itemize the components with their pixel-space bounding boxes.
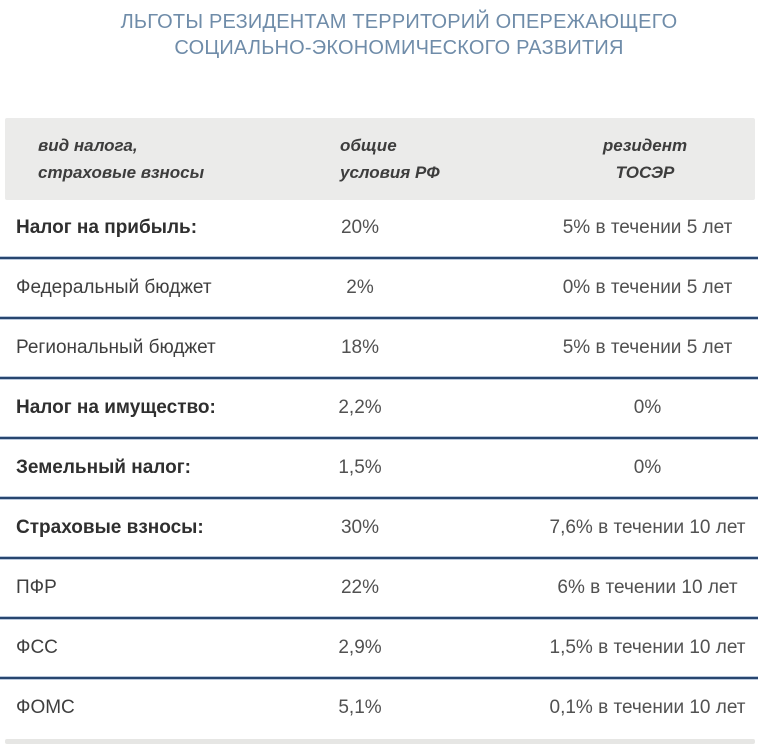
resident-rate-value: 1,5% в течении 10 лет <box>549 637 746 658</box>
general-rate-value: 2,2% <box>338 397 382 418</box>
general-rate-value: 5,1% <box>338 697 382 718</box>
table-row <box>0 440 760 496</box>
page-title <box>40 9 758 61</box>
row-label: ФСС <box>16 637 58 658</box>
row-label: Страховые взносы: <box>16 517 204 538</box>
column-header-general-line2: условия РФ <box>340 163 440 182</box>
resident-rate-value: 7,6% в течении 10 лет <box>549 517 746 538</box>
resident-rate-value: 5% в течении 5 лет <box>562 337 733 358</box>
general-rate-value: 22% <box>340 577 380 598</box>
table-row <box>0 500 760 556</box>
resident-rate-value: 5% в течении 5 лет <box>562 217 733 238</box>
general-rate-value: 30% <box>340 517 380 538</box>
resident-rate-value: 0,1% в течении 10 лет <box>549 697 746 718</box>
row-label: ФОМС <box>16 697 75 718</box>
table-row <box>0 620 760 676</box>
resident-rate-value: 0% в течении 5 лет <box>562 277 733 298</box>
column-header-general-rf <box>280 132 440 186</box>
resident-rate-value: 0% <box>633 457 662 478</box>
general-rate-value: 2% <box>346 277 374 298</box>
table-body <box>0 200 760 736</box>
table-row <box>0 200 760 256</box>
row-label: Федеральный бюджет <box>16 277 212 298</box>
table-row <box>0 380 760 436</box>
row-label: Региональный бюджет <box>16 337 216 358</box>
column-header-resident-line1: резидент <box>602 136 688 155</box>
resident-rate-value: 0% <box>633 397 662 418</box>
resident-rate-value: 6% в течении 10 лет <box>557 577 738 598</box>
column-header-resident-toser <box>440 132 755 186</box>
table-row <box>0 560 760 616</box>
table-row <box>0 680 760 736</box>
general-rate-value: 20% <box>340 217 380 238</box>
general-rate-value: 1,5% <box>338 457 382 478</box>
column-header-tax-type-line1: вид налога, <box>38 136 138 155</box>
row-label: ПФР <box>16 577 57 598</box>
general-rate-value: 2,9% <box>338 637 382 658</box>
table-row <box>0 260 760 316</box>
table-header <box>5 118 755 200</box>
page-title-line2: СОЦИАЛЬНО-ЭКОНОМИЧЕСКОГО РАЗВИТИЯ <box>174 37 624 59</box>
bottom-divider-bar <box>5 739 755 744</box>
column-header-tax-type <box>5 132 280 186</box>
column-header-resident-line2: ТОСЭР <box>615 163 675 182</box>
column-header-tax-type-line2: страховые взносы <box>38 163 205 182</box>
table-row <box>0 320 760 376</box>
page-title-line1: ЛЬГОТЫ РЕЗИДЕНТАМ ТЕРРИТОРИЙ ОПЕРЕЖАЮЩЕГО <box>120 11 678 33</box>
row-label: Налог на прибыль: <box>16 217 198 238</box>
row-label: Налог на имущество: <box>16 397 216 418</box>
row-label: Земельный налог: <box>16 457 191 478</box>
general-rate-value: 18% <box>340 337 380 358</box>
column-header-general-line1: общие <box>340 136 397 155</box>
